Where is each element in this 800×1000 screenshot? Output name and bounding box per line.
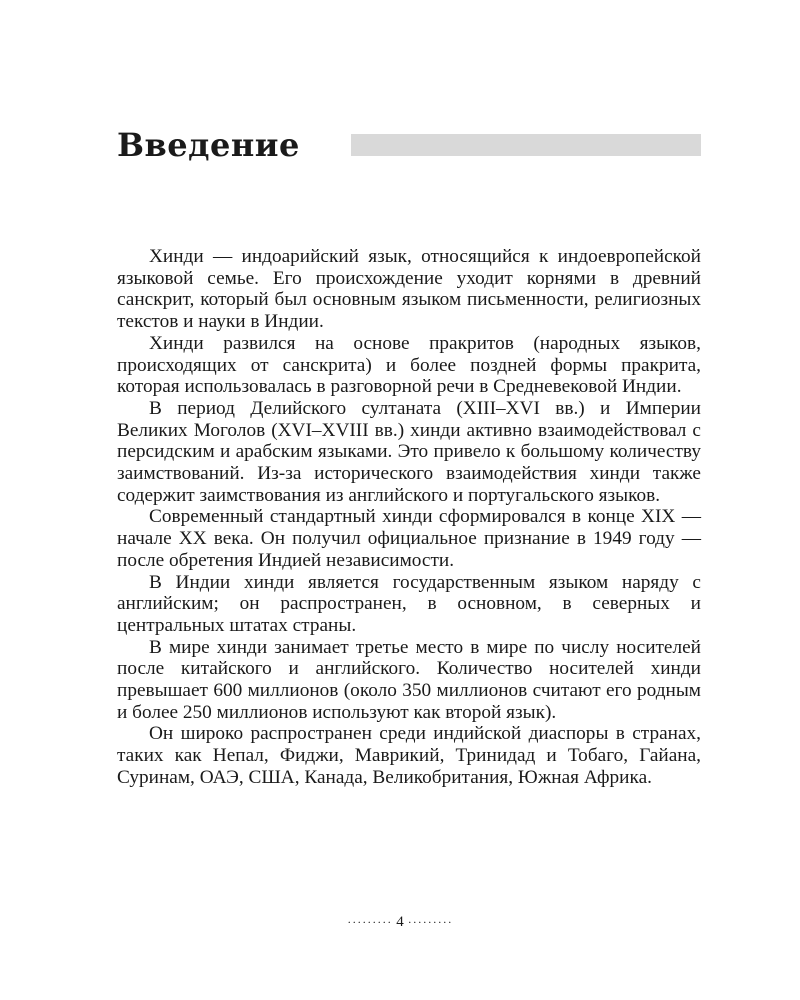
- footer-dots-left: ·········: [347, 915, 393, 930]
- body-text: [117, 246, 701, 789]
- chapter-title: Введение: [117, 126, 300, 164]
- paragraph-5: В Индии хинди является государственным языком наряду с английским; он распространен, в основном, в северных и центральных штатах страны.: [117, 571, 701, 636]
- paragraph-3: В период Делийского султаната (XIII–XVI вв.) и Империи Великих Моголов (XVI–XVIII вв.) хинди активно взаимодействовал с персидским и арабским языками. Это привело к большому количеству заимствований. Из-за исторического взаимодействия хинди также содержит заимствования из английского и португальского языков.: [117, 397, 701, 506]
- paragraph-2: Хинди развился на основе пракритов (народных языков, происходящих от санскрита) и более поздней формы пракрита, которая использовалась в разговорной речи в Средневековой Индии.: [117, 332, 701, 398]
- title-decoration-bar: [351, 134, 701, 156]
- paragraph-4: Современный стандартный хинди сформировался в конце XIX — начале XX века. Он получил официальное признание в 1949 году — после обретения Индией независимости.: [117, 506, 701, 571]
- page-footer: [0, 914, 800, 931]
- page-number: 4: [396, 914, 404, 930]
- paragraph-6: В мире хинди занимает третье место в мире по числу носителей после китайского и английского. Количество носителей хинди превышает 600 миллионов (около 350 миллионов считают его родным и более 250 миллионов используют как второй язык).: [117, 636, 701, 723]
- paragraph-7: Он широко распространен среди индийской диаспоры в странах, таких как Непал, Фиджи, Маврикий, Тринидад и Тобаго, Гайана, Суринам, ОАЭ, США, Канада, Великобритания, Южная Африка.: [117, 723, 701, 788]
- paragraph-1: Хинди — индоарийский язык, относящийся к индоевропейской языковой семье. Его происхождение уходит корнями в древний санскрит, который был основным языком письменности, религиозных текстов и науки в Индии.: [117, 246, 701, 333]
- footer-dots-right: ·········: [407, 915, 453, 930]
